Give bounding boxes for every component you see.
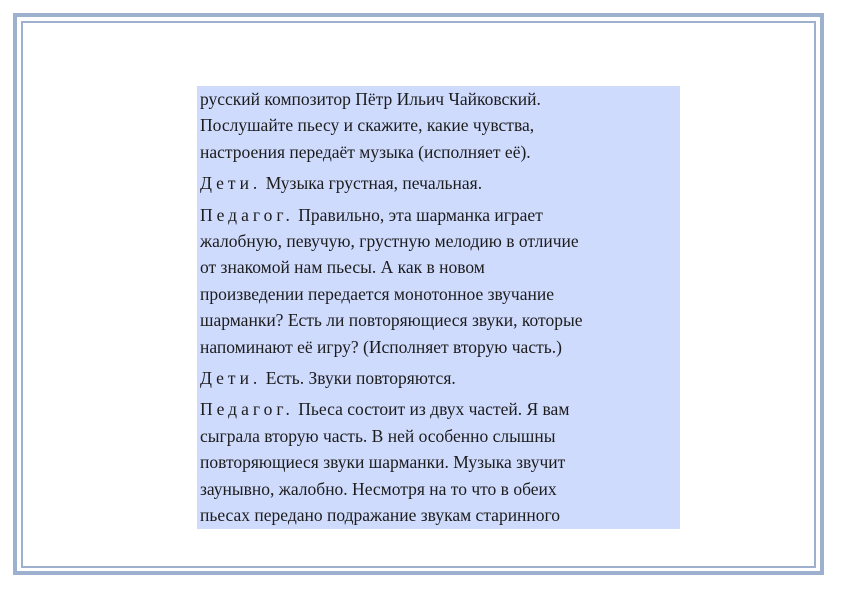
line-text: Правильно, эта шарманка играет [293,204,543,225]
speaker-label: Педагог. [200,399,294,420]
text-line: напоминают её игру? (Исполняет вторую часть.) [200,336,562,357]
text-line: сыграла вторую часть. В ней особенно слышны [200,425,556,446]
paragraph-1 [200,86,677,165]
paragraph-4 [200,365,677,391]
text-line: жалобную, певучую, грустную мелодию в отличие [200,231,579,252]
text-line: заунывно, жалобно. Несмотря на то что в обеих [200,478,557,499]
paragraph-5 [200,396,677,528]
text-line [200,365,677,391]
speaker-label: Педагог. [200,204,294,225]
text-line: русский композитор Пётр Ильич Чайковский. [200,89,541,109]
text-line [200,202,677,228]
text-line: повторяющиеся звуки шарманки. Музыка звучит [200,452,566,473]
text-line: Послушайте пьесу и скажите, какие чувства, [200,115,535,136]
speaker-label: Дети. [200,173,262,194]
line-text: Пьеса состоит из двух частей. Я вам [293,399,570,420]
text-line: шарманки? Есть ли повторяющиеся звуки, которые [200,310,583,331]
text-line [200,396,677,422]
text-line [200,170,677,196]
text-line: от знакомой нам пьесы. А как в новом [200,257,485,278]
paragraph-3 [200,202,677,360]
text-line: настроения передаёт музыка (исполняет её). [200,141,531,162]
text-line: пьесах передано подражание звукам старинного [200,505,561,526]
text-line: произведении передается монотонное звучание [200,283,554,304]
line-text: Есть. Звуки повторяются. [261,368,456,389]
speaker-label: Дети. [200,368,262,389]
line-text: Музыка грустная, печальная. [261,173,483,194]
paragraph-2 [200,170,677,196]
text-block [197,86,680,529]
